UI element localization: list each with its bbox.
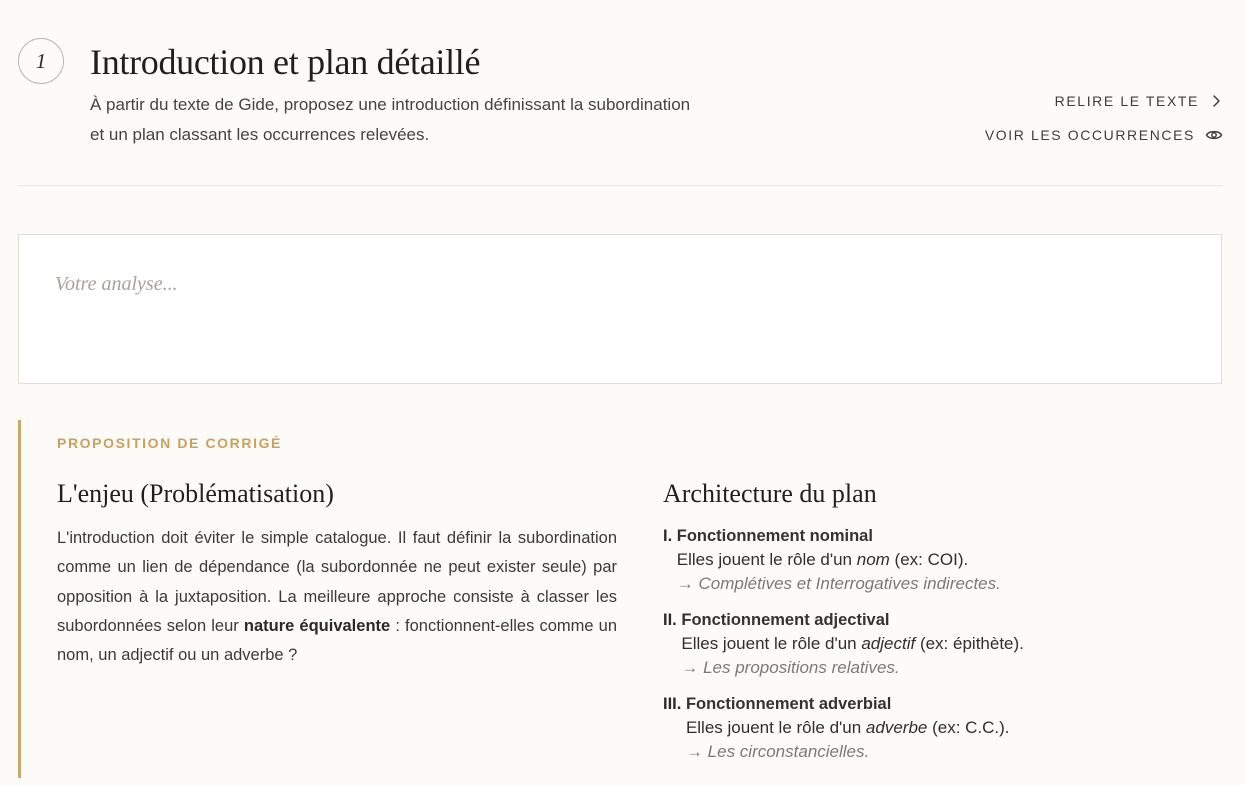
- plan-item-title: Fonctionnement nominal: [676, 527, 873, 545]
- relire-texte-label: RELIRE LE TEXTE: [1054, 93, 1199, 109]
- plan-title: Architecture du plan: [663, 479, 877, 508]
- plan-item-result: → Les propositions relatives.: [681, 658, 900, 677]
- corrige-section: [18, 420, 1225, 778]
- page-title: Introduction et plan détaillé: [90, 42, 481, 82]
- plan-item-number: I.: [663, 527, 673, 545]
- header-divider: [18, 185, 1223, 186]
- plan-item-desc-text-end: (ex: C.C.).: [927, 718, 1010, 737]
- plan-item-number: III.: [663, 695, 682, 713]
- plan-item-description: [686, 716, 1203, 740]
- plan-item-number: II.: [663, 611, 677, 629]
- plan-item-desc-text: Elles jouent le rôle d'un: [676, 550, 857, 569]
- enjeu-title: L'enjeu (Problématisation): [57, 479, 334, 508]
- plan-item-desc-emphasis: adjectif: [861, 634, 916, 653]
- plan-item-description: [677, 548, 1203, 572]
- plan-item: [663, 692, 1203, 764]
- enjeu-text: [57, 524, 617, 670]
- voir-occurrences-label: VOIR LES OCCURRENCES: [984, 127, 1195, 143]
- plan-item-desc-text: Elles jouent le rôle d'un: [681, 634, 862, 653]
- relire-texte-button[interactable]: [1055, 93, 1223, 109]
- instructions: [90, 90, 790, 150]
- eye-icon: [1205, 128, 1223, 142]
- chevron-right-icon: [1209, 94, 1223, 108]
- analysis-textarea[interactable]: [19, 235, 1221, 383]
- instructions-line-1: À partir du texte de Gide, proposez une introduction définissant la subordination: [90, 95, 691, 114]
- plan-item-title: Fonctionnement adjectival: [681, 611, 890, 629]
- step-number-badge: 1: [18, 38, 64, 84]
- enjeu-text-bold: nature équivalente: [243, 616, 391, 635]
- instructions-line-2: et un plan classant les occurrences relevées.: [90, 125, 430, 144]
- plan-item-result: → Les circonstancielles.: [685, 742, 870, 761]
- enjeu-column: [57, 478, 617, 670]
- plan-item-desc-emphasis: nom: [856, 550, 890, 569]
- answer-box: [18, 234, 1222, 384]
- enjeu-text-part-1: L'introduction doit éviter le simple catalogue. Il faut définir la subordination comme un lien de dépendance (la subordonnée ne peut exister seule) par opposition à la juxtaposition. La meilleure approche consiste à classer les subordonnées selon leur: [57, 529, 617, 635]
- corrige-eyebrow: PROPOSITION DE CORRIGÉ: [57, 435, 282, 451]
- plan-column: [663, 478, 1203, 776]
- enjeu-text-part-2: : fonctionnent-elles comme un nom, un adjectif ou un adverbe ?: [57, 616, 618, 665]
- plan-item-desc-text-end: (ex: COI).: [889, 550, 969, 569]
- plan-item-result: → Complétives et Interrogatives indirectes.: [676, 574, 1001, 593]
- plan-item-description: [681, 632, 1203, 656]
- plan-item: [663, 608, 1203, 680]
- plan-item-desc-text: Elles jouent le rôle d'un: [685, 718, 866, 737]
- plan-item-title: Fonctionnement adverbial: [685, 695, 892, 713]
- plan-item: [663, 524, 1203, 596]
- plan-item-desc-emphasis: adverbe: [865, 718, 928, 737]
- plan-item-desc-text-end: (ex: épithète).: [915, 634, 1024, 653]
- voir-occurrences-button[interactable]: [985, 127, 1223, 143]
